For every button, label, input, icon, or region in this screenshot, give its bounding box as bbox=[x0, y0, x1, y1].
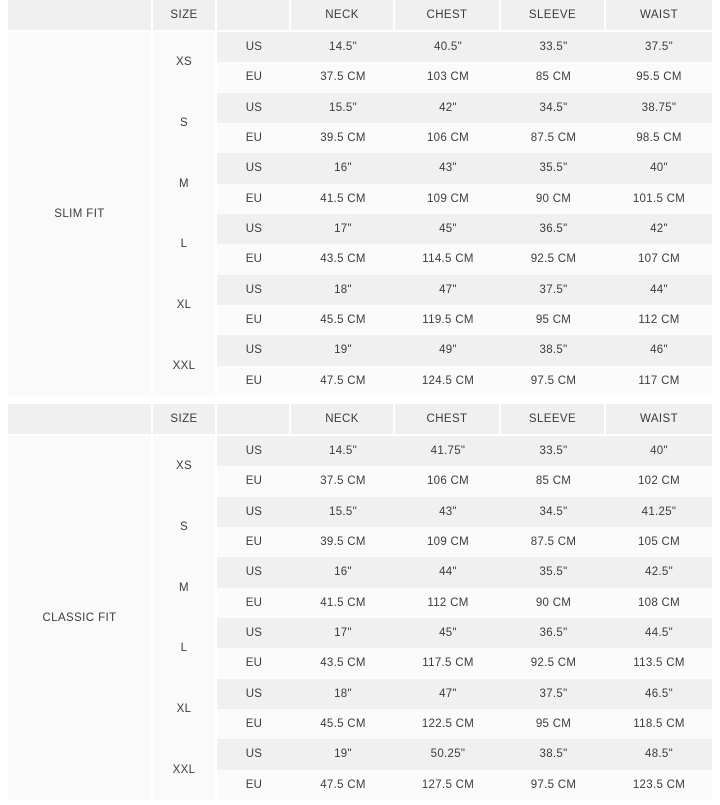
sleeve-value: 36.5" bbox=[539, 627, 568, 640]
waist-value: 108 CM bbox=[637, 596, 681, 609]
unit-label: EU bbox=[245, 132, 263, 145]
unit-label: EU bbox=[245, 718, 263, 731]
sleeve-value: 35.5" bbox=[539, 162, 568, 175]
eu-row bbox=[217, 244, 712, 274]
us-row bbox=[217, 497, 712, 527]
chest-value: 43" bbox=[439, 505, 457, 518]
sleeve-value: 95 CM bbox=[535, 718, 572, 731]
waist-value: 105 CM bbox=[637, 536, 681, 549]
us-row bbox=[217, 214, 712, 244]
measurement-rows bbox=[217, 436, 712, 800]
waist-value: 102 CM bbox=[637, 475, 681, 488]
unit-label: US bbox=[245, 566, 263, 579]
column-header-chest: CHEST bbox=[395, 0, 499, 30]
us-row bbox=[217, 153, 712, 183]
sleeve-value: 85 CM bbox=[535, 475, 572, 488]
chest-value: 47" bbox=[439, 283, 457, 296]
waist-value: 42" bbox=[650, 223, 668, 236]
neck-value: 18" bbox=[334, 687, 352, 700]
neck-value: 14.5" bbox=[329, 41, 357, 54]
column-header-sleeve: SLEEVE bbox=[501, 0, 604, 30]
size-label: XL bbox=[153, 679, 215, 740]
waist-value: 41.25" bbox=[641, 505, 677, 518]
size-column bbox=[153, 436, 215, 800]
chest-value: 106 CM bbox=[426, 132, 470, 145]
sleeve-value: 36.5" bbox=[539, 223, 568, 236]
sleeve-value: 34.5" bbox=[539, 505, 568, 518]
column-header-neck: NECK bbox=[291, 404, 393, 434]
neck-value: 37.5 CM bbox=[320, 71, 366, 84]
waist-value: 117 CM bbox=[638, 374, 680, 387]
fit-label: CLASSIC FIT bbox=[8, 436, 151, 800]
waist-value: 112 CM bbox=[638, 314, 680, 327]
neck-value: 41.5 CM bbox=[320, 596, 366, 609]
chest-value: 44" bbox=[439, 566, 457, 579]
unit-label: EU bbox=[245, 536, 263, 549]
neck-value: 39.5 CM bbox=[320, 132, 366, 145]
chest-value: 47" bbox=[439, 687, 457, 700]
chest-value: 109 CM bbox=[426, 192, 470, 205]
neck-value: 16" bbox=[334, 162, 352, 175]
sleeve-value: 97.5 CM bbox=[530, 778, 577, 791]
sleeve-value: 90 CM bbox=[535, 596, 572, 609]
waist-value: 44.5" bbox=[645, 627, 673, 640]
waist-value: 107 CM bbox=[637, 253, 681, 266]
column-header-waist: WAIST bbox=[606, 0, 712, 30]
unit-label: US bbox=[245, 101, 263, 114]
classic-fit-header-row bbox=[8, 404, 712, 434]
chest-value: 106 CM bbox=[426, 475, 470, 488]
unit-label: EU bbox=[245, 253, 263, 266]
us-row bbox=[217, 557, 712, 587]
neck-value: 39.5 CM bbox=[320, 536, 366, 549]
waist-value: 118.5 CM bbox=[633, 718, 685, 731]
column-header-blank bbox=[8, 0, 151, 30]
unit-label: EU bbox=[245, 314, 263, 327]
sleeve-value: 87.5 CM bbox=[530, 536, 577, 549]
waist-value: 48.5" bbox=[645, 748, 673, 761]
us-row bbox=[217, 739, 712, 769]
unit-label: EU bbox=[245, 657, 263, 670]
neck-value: 17" bbox=[334, 627, 352, 640]
chest-value: 124.5 CM bbox=[421, 374, 475, 387]
unit-label: EU bbox=[245, 596, 263, 609]
us-row bbox=[217, 32, 712, 62]
eu-row bbox=[217, 527, 712, 557]
waist-value: 98.5 CM bbox=[636, 132, 682, 145]
unit-label: US bbox=[245, 627, 263, 640]
us-row bbox=[217, 679, 712, 709]
column-header-blank bbox=[217, 404, 289, 434]
waist-value: 95.5 CM bbox=[636, 71, 682, 84]
eu-row bbox=[217, 62, 712, 92]
neck-value: 14.5" bbox=[329, 445, 357, 458]
sleeve-value: 33.5" bbox=[539, 445, 568, 458]
eu-row bbox=[217, 184, 712, 214]
unit-label: US bbox=[245, 748, 263, 761]
chest-value: 112 CM bbox=[427, 596, 469, 609]
size-label: XL bbox=[153, 275, 215, 336]
sleeve-value: 87.5 CM bbox=[530, 132, 577, 145]
chest-value: 114.5 CM bbox=[422, 253, 474, 266]
eu-row bbox=[217, 305, 712, 335]
unit-label: US bbox=[245, 505, 263, 518]
column-header-sleeve: SLEEVE bbox=[501, 404, 604, 434]
eu-row bbox=[217, 466, 712, 496]
neck-value: 43.5 CM bbox=[320, 253, 366, 266]
neck-value: 18" bbox=[334, 283, 352, 296]
column-header-chest: CHEST bbox=[395, 404, 499, 434]
us-row bbox=[217, 436, 712, 466]
column-header-waist: WAIST bbox=[606, 404, 712, 434]
eu-row bbox=[217, 588, 712, 618]
chest-value: 45" bbox=[439, 223, 457, 236]
size-label: M bbox=[153, 557, 215, 618]
waist-value: 123.5 CM bbox=[632, 778, 686, 791]
sleeve-value: 97.5 CM bbox=[530, 374, 577, 387]
size-label: S bbox=[153, 93, 215, 154]
neck-value: 47.5 CM bbox=[320, 778, 366, 791]
unit-label: US bbox=[245, 687, 263, 700]
eu-row bbox=[217, 648, 712, 678]
eu-row bbox=[217, 366, 712, 396]
sleeve-value: 37.5" bbox=[539, 283, 568, 296]
sleeve-value: 38.5" bbox=[539, 344, 568, 357]
sleeve-value: 33.5" bbox=[539, 41, 568, 54]
eu-row bbox=[217, 123, 712, 153]
neck-value: 15.5" bbox=[329, 101, 357, 114]
unit-label: EU bbox=[245, 778, 263, 791]
waist-value: 40" bbox=[650, 162, 668, 175]
neck-value: 37.5 CM bbox=[320, 475, 366, 488]
neck-value: 45.5 CM bbox=[320, 314, 366, 327]
waist-value: 37.5" bbox=[645, 41, 673, 54]
us-row bbox=[217, 275, 712, 305]
column-header-blank bbox=[8, 404, 151, 434]
size-label: M bbox=[153, 153, 215, 214]
sleeve-value: 92.5 CM bbox=[530, 253, 577, 266]
waist-value: 113.5 CM bbox=[633, 657, 685, 670]
column-header-neck: NECK bbox=[291, 0, 393, 30]
waist-value: 38.75" bbox=[641, 101, 677, 114]
sleeve-value: 95 CM bbox=[535, 314, 572, 327]
sleeve-value: 38.5" bbox=[539, 748, 568, 761]
column-header-blank bbox=[217, 0, 289, 30]
waist-value: 44" bbox=[650, 283, 668, 296]
unit-label: US bbox=[245, 445, 263, 458]
unit-label: EU bbox=[245, 192, 263, 205]
unit-label: US bbox=[245, 344, 263, 357]
neck-value: 43.5 CM bbox=[320, 657, 366, 670]
neck-value: 45.5 CM bbox=[320, 718, 366, 731]
neck-value: 19" bbox=[334, 748, 352, 761]
eu-row bbox=[217, 770, 712, 800]
sleeve-value: 34.5" bbox=[539, 101, 568, 114]
us-row bbox=[217, 335, 712, 365]
classic-fit-body bbox=[8, 436, 712, 800]
chest-value: 109 CM bbox=[426, 536, 470, 549]
column-header-size: SIZE bbox=[153, 0, 215, 30]
slim-fit-table bbox=[8, 0, 712, 396]
waist-value: 101.5 CM bbox=[632, 192, 686, 205]
unit-label: US bbox=[245, 283, 263, 296]
chest-value: 119.5 CM bbox=[422, 314, 474, 327]
size-label: XS bbox=[153, 32, 215, 93]
slim-fit-header-row bbox=[8, 0, 712, 30]
chest-value: 50.25" bbox=[430, 748, 466, 761]
neck-value: 19" bbox=[334, 344, 352, 357]
slim-fit-body bbox=[8, 32, 712, 396]
size-label: XXL bbox=[153, 335, 215, 396]
sleeve-value: 92.5 CM bbox=[530, 657, 577, 670]
chest-value: 103 CM bbox=[426, 71, 470, 84]
neck-value: 17" bbox=[334, 223, 352, 236]
sleeve-value: 90 CM bbox=[535, 192, 572, 205]
neck-value: 15.5" bbox=[329, 505, 357, 518]
classic-fit-table bbox=[8, 404, 712, 800]
neck-value: 16" bbox=[334, 566, 352, 579]
size-label: L bbox=[153, 214, 215, 275]
chest-value: 42" bbox=[439, 101, 457, 114]
waist-value: 42.5" bbox=[645, 566, 673, 579]
sleeve-value: 35.5" bbox=[539, 566, 568, 579]
us-row bbox=[217, 93, 712, 123]
chest-value: 45" bbox=[439, 627, 457, 640]
eu-row bbox=[217, 709, 712, 739]
size-column bbox=[153, 32, 215, 396]
size-label: L bbox=[153, 618, 215, 679]
unit-label: EU bbox=[245, 374, 263, 387]
chest-value: 127.5 CM bbox=[421, 778, 475, 791]
chest-value: 40.5" bbox=[434, 41, 462, 54]
chest-value: 49" bbox=[439, 344, 457, 357]
waist-value: 40" bbox=[650, 445, 668, 458]
fit-label: SLIM FIT bbox=[8, 32, 151, 396]
unit-label: US bbox=[245, 41, 263, 54]
column-header-size: SIZE bbox=[153, 404, 215, 434]
chest-value: 117.5 CM bbox=[422, 657, 474, 670]
unit-label: US bbox=[245, 223, 263, 236]
sleeve-value: 37.5" bbox=[539, 687, 568, 700]
chest-value: 122.5 CM bbox=[421, 718, 475, 731]
unit-label: EU bbox=[245, 475, 263, 488]
measurement-rows bbox=[217, 32, 712, 396]
us-row bbox=[217, 618, 712, 648]
size-label: XXL bbox=[153, 739, 215, 800]
chest-value: 41.75" bbox=[430, 445, 466, 458]
neck-value: 41.5 CM bbox=[320, 192, 366, 205]
waist-value: 46.5" bbox=[645, 687, 673, 700]
neck-value: 47.5 CM bbox=[320, 374, 366, 387]
size-label: XS bbox=[153, 436, 215, 497]
unit-label: EU bbox=[245, 71, 263, 84]
chest-value: 43" bbox=[439, 162, 457, 175]
size-label: S bbox=[153, 497, 215, 558]
unit-label: US bbox=[245, 162, 263, 175]
sleeve-value: 85 CM bbox=[535, 71, 572, 84]
waist-value: 46" bbox=[650, 344, 668, 357]
